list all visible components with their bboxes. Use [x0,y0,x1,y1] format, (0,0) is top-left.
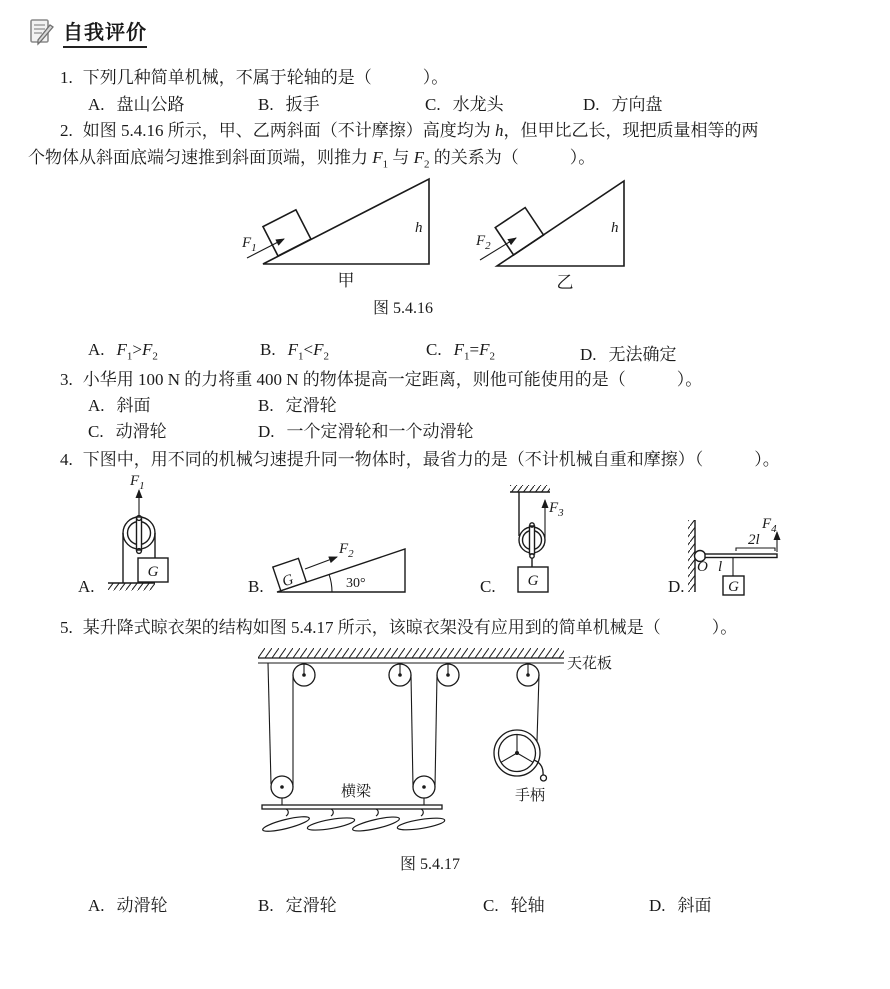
force-f1-label: $F_1$ [242,235,257,254]
question-1-text: 下列几种简单机械，不属于轮轴的是（ ）。 [82,68,449,87]
distance-bracket [736,548,775,551]
q2-option-b: B. $F_1<F_2$ [260,340,329,363]
figure-5-4-16 [230,174,650,296]
force-f4-label: $F_4$ [762,516,777,535]
q5-option-a: A. 动滑轮 [88,896,168,915]
q3-option-c: C. 动滑轮 [88,422,167,441]
rope-to-handle [537,675,539,741]
diagram-a-movable-pulley [108,490,168,591]
wheel-spoke [517,753,533,762]
clothes-hangers [262,809,446,834]
crank-knob [541,775,547,781]
block-g-label: G [280,571,296,591]
diagram-b-letter: B. [248,577,264,596]
q1-option-d: D. 方向盘 [583,95,663,114]
q5-option-b: B. 定滑轮 [258,896,337,915]
force-f2-arrow [305,557,337,569]
hanger-3 [352,814,401,834]
rope-3 [435,675,437,787]
label-yi: 乙 [556,273,574,292]
force-f1-label: $F_1$ [130,473,145,492]
question-2-line2: 个物体从斜面底端匀速推到斜面顶端，则推力 $F_1$ 与 $F_2$ 的关系为（ ）。 [28,148,596,171]
figure-2-caption: 图 5.4.17 [399,856,460,873]
q1-option-c: C. 水龙头 [425,95,504,114]
hanger-4 [397,816,446,832]
pivot-o-label: O [697,559,708,575]
diagram-a-letter: A. [78,577,95,596]
question-1 [60,63,448,88]
block-on-yi [495,208,543,255]
question-3: 3. 小华用 100 N 的力将重 400 N 的物体提高一定距离，则他可能使用的是（ ）。 [60,370,703,389]
block-on-jia [263,210,311,256]
question-2-line1: 2. 如图 5.4.16 所示，甲、乙两斜面（不计摩擦）高度均为 h，但甲比乙长，现把质量相等的两 [60,121,759,140]
q2-option-a: A. $F_1>F_2$ [88,340,158,363]
q2-option-c: C. $F_1=F_2$ [426,340,495,363]
hanger-2 [307,815,356,832]
pulley-axle-bar [530,526,535,554]
q5-option-d: D. 斜面 [649,896,712,915]
question-4: 4. 下图中，用不同的机械匀速提升同一物体时，最省力的是（不计机械自重和摩擦）（ ）。 [60,450,780,469]
hook-bottom [530,554,534,558]
q4-diagrams [60,470,800,605]
lever-rod [705,554,777,558]
height-h-label-yi: h [611,220,619,236]
ceiling-hatch [510,485,550,492]
figure-5-4-17 [230,648,650,848]
wheel-spoke [501,753,517,762]
q3-option-b: B. 定滑轮 [258,396,337,415]
hanger-1 [262,814,311,834]
weight-g-label: G [728,579,739,595]
diagram-d-letter: D. [668,577,685,596]
question-5: 5. 某升降式晾衣架的结构如图 5.4.17 所示，该晾衣架没有应用到的简单机械是（ ）。 [60,618,738,637]
figure-1-caption: 图 5.4.16 [372,300,433,317]
ceiling-label: 天花板 [567,656,613,672]
force-f2-label: $F_2$ [476,233,491,252]
rope-anchor-left [268,663,271,784]
pulley-axle-bar [137,517,142,550]
question-1-number: 1. [60,68,73,87]
handle-label: 手柄 [514,788,546,804]
q1-option-a: A. 盘山公路 [88,95,185,114]
angle-label: 30° [346,576,366,591]
q2-option-d: D. 无法确定 [580,345,677,364]
section-title: 自我评价 [63,16,147,48]
q1-option-b: B. 扳手 [258,95,320,114]
angle-arc [329,575,332,593]
weight-g-label: G [147,564,159,580]
force-f3-label: $F_3$ [549,500,564,519]
beam [262,805,442,809]
beam-label: 横梁 [340,784,372,800]
force-f2-label: $F_2$ [339,541,354,560]
q5-option-c: C. 轮轴 [483,896,545,915]
q3-option-a: A. 斜面 [88,396,151,415]
ceiling-hatch [258,648,564,658]
notepad-pen-icon [28,17,58,47]
section-header [28,16,147,48]
distance-l-label: l [718,559,723,575]
rope-2 [411,675,413,787]
hook-top [530,523,534,527]
label-jia: 甲 [337,271,355,290]
ground-hatch [108,584,155,591]
weight-g-label: G [527,573,539,589]
height-h-label-jia: h [415,220,423,236]
distance-2l-label: 2l [748,532,760,548]
diagram-c-letter: C. [480,577,496,596]
q3-option-d: D. 一个定滑轮和一个动滑轮 [258,422,474,441]
